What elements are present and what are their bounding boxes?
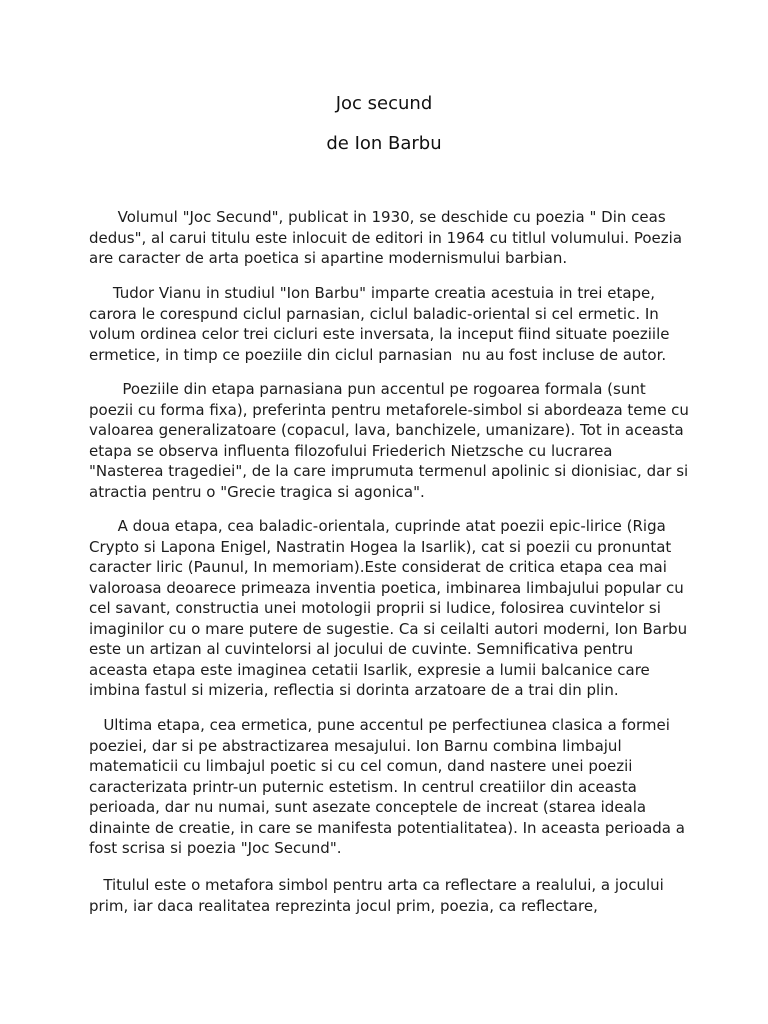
document-author-line: de Ion Barbu xyxy=(326,133,442,154)
paragraph: A doua etapa, cea baladic-orientala, cuprinde atat poezii epic-lirice (Riga Crypto si Lapona Enigel, Nastratin Hogea la Isarlik), cat si poezii cu pronuntat caracter liric (Paunul, In memoriam).Este considerat de critica etapa cea mai valoroasa deoarece primeaza inventia poetica, imbinarea limbajului popular cu cel savant, constructia unei motologii proprii si ludice, folosirea cuvintelor si imaginilor cu o mare putere de sugestie. Ca si ceilalti autori moderni, Ion Barbu este un artizan al cuvintelorsi al jocului de cuvinte. Semnificativa pentru aceasta etapa este imaginea cetatii Isarlik, expresie a lumii balcanice care imbina fastul si mizeria, reflectia si dorinta arzatoare de a trai din plin. xyxy=(89,517,692,699)
paragraph: Ultima etapa, cea ermetica, pune accentul pe perfectiunea clasica a formei poeziei, dar si pe abstractizarea mesajului. Ion Barnu combina limbajul matematicii cu limbajul poetic si cu cel comun, dand nastere unei poezii caracterizata printr-un puternic estetism. In centrul creatiilor din aceasta perioada, dar nu numai, sunt asezate conceptele de increat (starea ideala dinainte de creatie, in care se manifesta potentialitatea). In aceasta perioada a fost scrisa si poezia "Joc Secund". xyxy=(89,716,690,857)
document-title: Joc secund xyxy=(335,93,433,114)
paragraph: Poeziile din etapa parnasiana pun accentul pe rogoarea formala (sunt poezii cu forma fixa), preferinta pentru metaforele-simbol si abordeaza teme cu valoarea generalizatoare (copacul, lava, banchizele, umanizare). Tot in aceasta etapa se observa influenta filozofului Friederich Nietzsche cu lucrarea "Nasterea tragediei", de la care imprumuta termenul apolinic si dionisiac, dar si atractia pentru o "Grecie tragica si agonica". xyxy=(89,380,694,501)
paragraph: Tudor Vianu in studiul "Ion Barbu" imparte creatia acestuia in trei etape, carora le corespund ciclul parnasian, ciclul baladic-oriental si cel ermetic. In volum ordinea celor trei cicluri este inversata, la inceput fiind situate poeziile ermetice, in timp ce poeziile din ciclul parnasian nu au fost incluse de autor. xyxy=(89,284,675,364)
paragraph: Volumul "Joc Secund", publicat in 1930, se deschide cu poezia " Din ceas dedus", al carui titulu este inlocuit de editori in 1964 cu titlul volumului. Poezia are caracter de arta poetica si apartine modernismului barbian. xyxy=(89,208,687,267)
paragraph: Titulul este o metafora simbol pentru arta ca reflectare a realului, a jocului prim, iar daca realitatea reprezinta jocul prim, poezia, ca reflectare, xyxy=(89,876,669,915)
